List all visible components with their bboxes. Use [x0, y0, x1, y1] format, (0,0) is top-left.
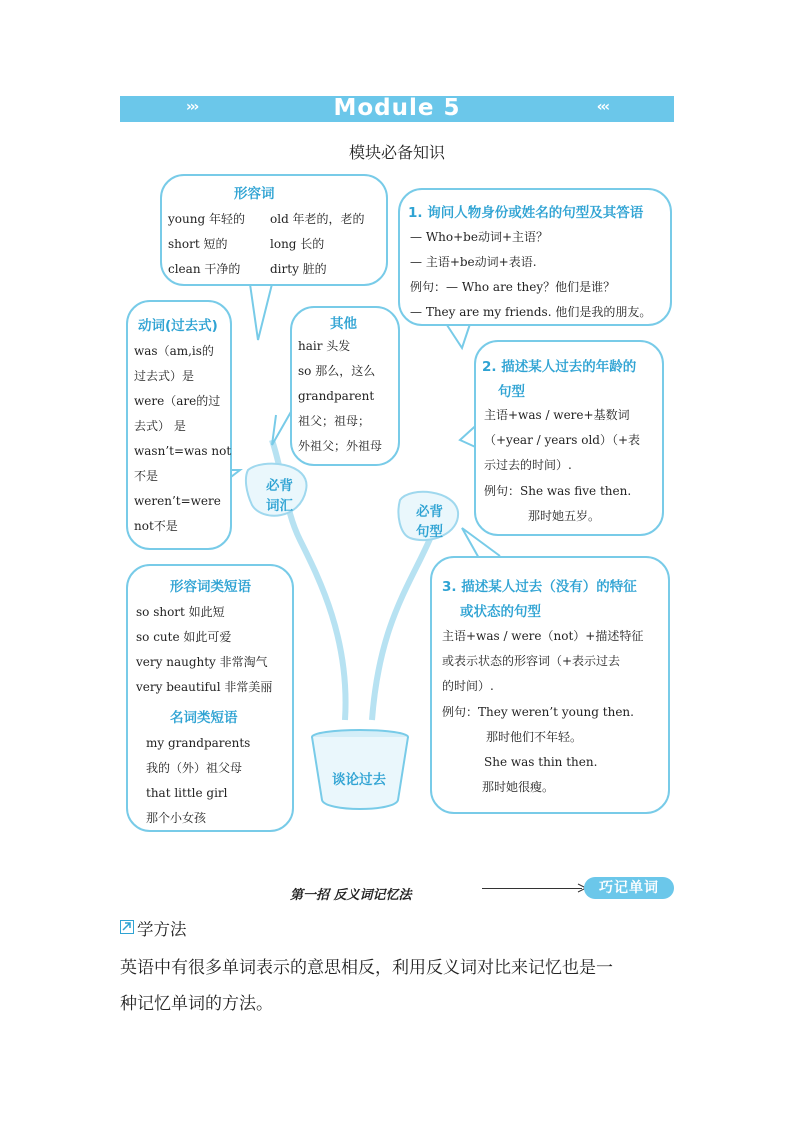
adjective-phrases-heading: 形容词类短语: [170, 579, 251, 595]
cup-label: 谈论过去: [332, 772, 386, 788]
verb-line: were（are的过: [134, 394, 221, 408]
pattern-leaf-label: 必背: [416, 504, 443, 520]
pattern3-line: 例句：They weren’t young then.: [442, 705, 634, 719]
other-line: 祖父；祖母；: [298, 414, 371, 428]
verb-line: 不是: [134, 469, 159, 483]
adjective-short: short 短的: [168, 237, 228, 251]
verb-line: 过去式）是: [134, 369, 195, 383]
pattern3-heading: 3. 描述某人过去（没有）的特征: [442, 579, 637, 595]
adjective-old: old 年老的，老的: [270, 212, 365, 226]
pattern2-line: 那时她五岁。: [528, 509, 601, 523]
paragraph-line: 种记忆单词的方法。: [120, 994, 273, 1014]
pattern3-line: 那时他们不年轻。: [486, 730, 583, 744]
adjective-dirty: dirty 脏的: [270, 262, 327, 276]
adjective-young: young 年轻的: [168, 212, 245, 226]
verb-line: weren’t=were: [134, 494, 221, 508]
adjectives-heading: 形容词: [234, 186, 275, 202]
verb-line: was（am,is的: [134, 344, 214, 358]
pattern3-line: 主语+was / were（not）+描述特征: [442, 629, 644, 643]
phrase-line: so short 如此短: [136, 605, 225, 619]
page-subtitle: 模块必备知识: [348, 143, 445, 162]
pattern1-heading: 1. 询问人物身份或姓名的句型及其答语: [408, 205, 644, 221]
module-title: Module 5: [333, 95, 461, 121]
verbs-heading: 动词(过去式): [138, 318, 218, 334]
pattern2-heading-cont: 句型: [498, 384, 525, 400]
pattern3-line: She was thin then.: [484, 755, 598, 769]
left-chevrons-icon: ›››: [186, 99, 198, 115]
trick-badge: 巧记单词: [584, 877, 674, 899]
phrase-line: so cute 如此可爱: [136, 630, 232, 644]
verbs-bubble: [126, 300, 232, 550]
pattern3-line: 的时间）.: [442, 679, 494, 693]
pattern1-bubble: [398, 188, 672, 326]
pattern2-bubble: [474, 340, 664, 536]
verb-line: 去式） 是: [134, 419, 186, 433]
others-heading: 其他: [330, 316, 357, 332]
pattern1-line: — They are my friends. 他们是我的朋友。: [410, 305, 652, 319]
pattern2-heading: 2. 描述某人过去的年龄的: [482, 359, 637, 375]
adjective-clean: clean 干净的: [168, 262, 241, 276]
phrase-line: very naughty 非常淘气: [136, 655, 268, 669]
paragraph-line: 英语中有很多单词表示的意思相反，利用反义词对比来记忆也是一: [120, 958, 613, 978]
vocab-leaf-label: 必背: [266, 478, 293, 494]
other-line: so 那么，这么: [298, 364, 376, 378]
others-bubble: [290, 306, 400, 466]
adjective-long: long 长的: [270, 237, 325, 251]
other-line: hair 头发: [298, 339, 351, 353]
phrase-line: my grandparents: [146, 736, 251, 750]
phrase-line: that little girl: [146, 786, 228, 800]
verb-line: wasn’t=was not: [134, 444, 232, 458]
pattern1-line: — Who+be动词+主语？: [410, 230, 548, 244]
verb-line: not不是: [134, 519, 178, 533]
phrase-line: 我的（外）祖父母: [146, 761, 243, 775]
method-label: 学方法: [137, 920, 187, 939]
pattern1-line: — 主语+be动词+表语.: [410, 255, 537, 269]
pattern3-line: 或表示状态的形容词（+表示过去: [442, 654, 621, 668]
pattern2-line: 示过去的时间）.: [484, 458, 572, 472]
pattern3-line: 那时她很瘦。: [482, 780, 555, 794]
pattern2-line: （+year / years old）（+表: [484, 433, 641, 447]
pattern3-bubble: [430, 556, 670, 814]
trick-title: 第一招 反义词记忆法: [290, 888, 412, 903]
phrase-line: 那个小女孩: [146, 811, 207, 825]
pattern3-heading-cont: 或状态的句型: [460, 604, 541, 620]
phrase-line: very beautiful 非常美丽: [136, 680, 273, 694]
trick-divider: [482, 888, 582, 889]
arrow-box-icon: [120, 920, 134, 934]
pattern2-line: 主语+was / were+基数词: [484, 408, 630, 422]
other-line: 外祖父；外祖母: [298, 439, 383, 453]
other-line: grandparent: [298, 389, 375, 403]
right-chevrons-icon: ‹‹‹: [596, 99, 608, 115]
pattern-leaf-label-cont: 句型: [416, 524, 443, 540]
phrases-bubble: [126, 564, 294, 832]
noun-phrases-heading: 名词类短语: [170, 710, 238, 726]
vocab-leaf-label-cont: 词汇: [266, 498, 293, 514]
pattern2-line: 例句：She was five then.: [484, 484, 632, 498]
pattern1-line: 例句：— Who are they？他们是谁？: [410, 280, 616, 294]
adjectives-bubble: [160, 174, 388, 286]
